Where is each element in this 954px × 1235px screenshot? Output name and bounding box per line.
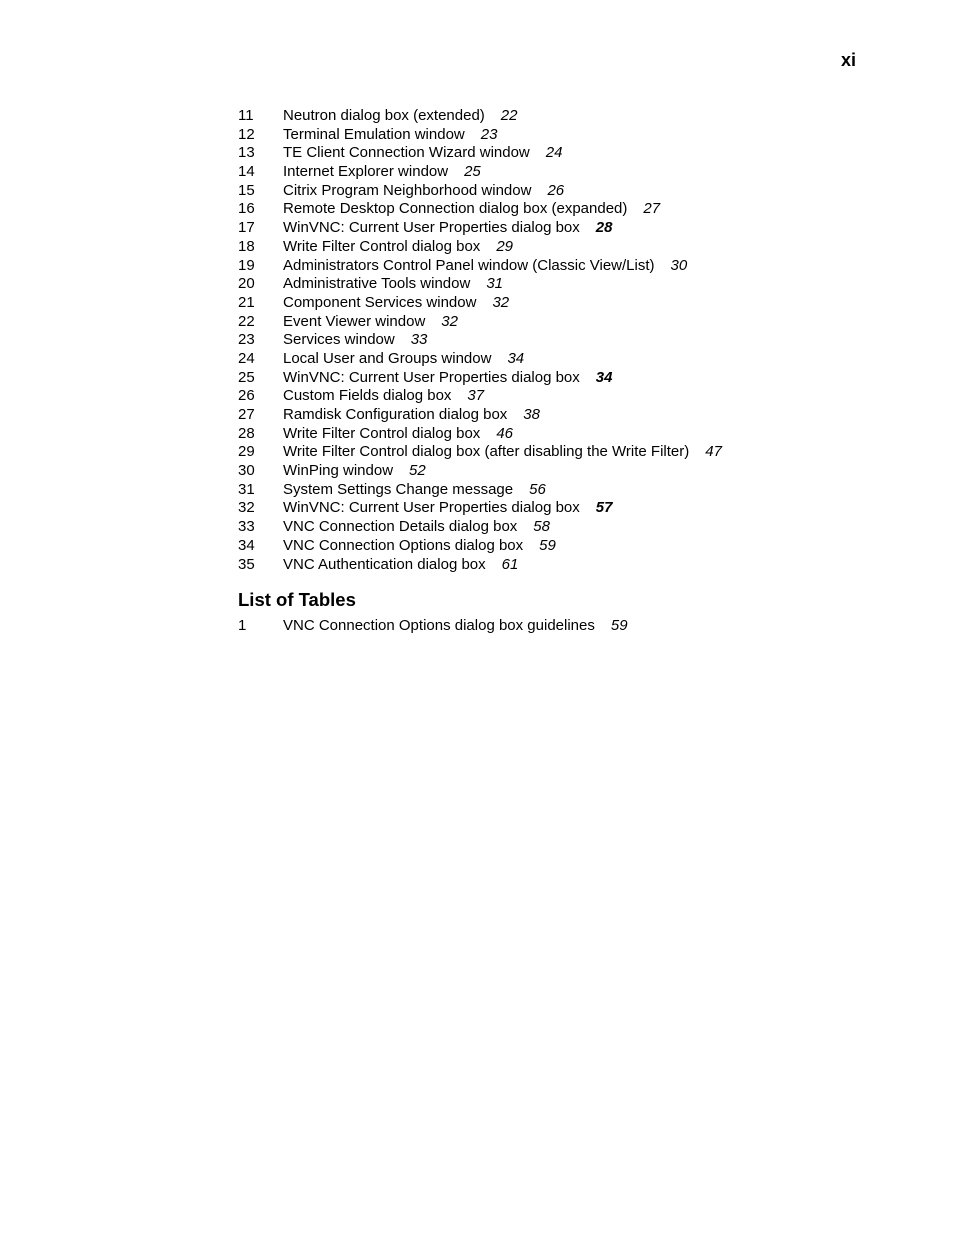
- entry-number: 24: [238, 349, 255, 367]
- entry-number: 25: [238, 368, 255, 386]
- entry-title: Custom Fields dialog box: [283, 387, 452, 405]
- entry-number: 33: [238, 518, 255, 536]
- toc-entry: [238, 126, 722, 145]
- entry-page-number: 37: [467, 387, 485, 405]
- toc-entry: [238, 387, 722, 406]
- entry-number: 32: [238, 499, 255, 517]
- entry-page-number: 25: [464, 163, 481, 181]
- entry-title: VNC Connection Options dialog box guidelines: [283, 617, 595, 634]
- entry-title: Neutron dialog box (extended): [283, 107, 485, 124]
- entry-title: Local User and Groups window: [283, 349, 492, 367]
- toc-entry: [238, 518, 722, 537]
- entry-number: 23: [238, 331, 255, 349]
- toc-entry: [238, 313, 722, 332]
- entry-page-number: 61: [501, 555, 519, 573]
- toc-entry: [238, 294, 722, 313]
- entry-number: 1: [238, 617, 247, 634]
- entry-number: 28: [238, 424, 255, 442]
- entry-title: Citrix Program Neighborhood window: [283, 181, 532, 199]
- entry-page-number: 22: [500, 107, 518, 124]
- entry-page-number: 38: [523, 406, 540, 423]
- entry-page-number: 33: [410, 331, 428, 349]
- entry-title: Remote Desktop Connection dialog box (expanded): [283, 200, 628, 218]
- list-of-tables-heading: List of Tables: [238, 589, 356, 610]
- entry-page-number: 47: [705, 443, 722, 461]
- toc-entry: [238, 219, 722, 238]
- toc-entry: [238, 406, 722, 425]
- entry-title: Services window: [283, 331, 395, 349]
- entry-number: 20: [238, 275, 255, 293]
- entry-title: Write Filter Control dialog box (after disabling the Write Filter): [283, 443, 690, 461]
- entry-page-number: 56: [529, 480, 546, 498]
- toc-entry: [238, 107, 722, 126]
- toc-entry: [238, 144, 722, 163]
- entry-number: 26: [238, 387, 255, 405]
- entry-number: 17: [238, 219, 255, 237]
- entry-title: TE Client Connection Wizard window: [283, 144, 530, 162]
- toc-entry: [238, 275, 722, 294]
- entry-title: Event Viewer window: [283, 312, 426, 330]
- entry-page-number: 34: [507, 349, 525, 367]
- entry-title: Administrators Control Panel window (Classic View/List): [283, 256, 655, 274]
- entry-title: Write Filter Control dialog box: [283, 237, 481, 255]
- entry-title: System Settings Change message: [283, 480, 514, 498]
- toc-entry: [238, 537, 722, 556]
- entry-number: 14: [238, 163, 255, 181]
- entry-page-number: 46: [496, 424, 513, 442]
- entry-title: Internet Explorer window: [283, 163, 449, 181]
- entry-number: 19: [238, 256, 255, 274]
- entry-number: 34: [238, 536, 255, 554]
- entry-title: VNC Authentication dialog box: [283, 555, 486, 573]
- toc-entry: [238, 556, 722, 575]
- entry-number: 15: [238, 181, 255, 199]
- entry-number: 16: [238, 200, 255, 218]
- page-number: xi: [840, 50, 856, 70]
- entry-page-number: 32: [441, 312, 458, 330]
- entry-title: Ramdisk Configuration dialog box: [283, 406, 508, 423]
- toc-entry: [238, 350, 722, 369]
- entry-page-number: 52: [409, 462, 426, 480]
- toc-entry: [238, 331, 722, 350]
- toc-entry: [238, 182, 722, 201]
- entry-page-number: 31: [486, 275, 503, 293]
- entry-page-number: 23: [480, 125, 498, 143]
- entry-number: 11: [238, 107, 254, 124]
- entry-page-number: 57: [595, 499, 613, 517]
- toc-entry: [238, 238, 722, 257]
- entry-number: 35: [238, 555, 255, 573]
- toc-entry: [238, 499, 722, 518]
- toc-entry: [238, 369, 722, 388]
- toc-entry: [238, 617, 628, 636]
- entry-page-number: 24: [545, 144, 563, 162]
- entry-title: Write Filter Control dialog box: [283, 424, 481, 442]
- entry-page-number: 58: [533, 518, 550, 536]
- entry-page-number: 27: [643, 200, 661, 218]
- entry-page-number: 29: [496, 237, 513, 255]
- toc-entry: [238, 163, 722, 182]
- toc-entry: [238, 462, 722, 481]
- entry-number: 12: [238, 125, 255, 143]
- entry-title: Administrative Tools window: [283, 275, 471, 293]
- entry-title: VNC Connection Options dialog box: [283, 536, 524, 554]
- entry-title: WinVNC: Current User Properties dialog box: [283, 219, 580, 237]
- entry-page-number: 30: [670, 256, 688, 274]
- toc-entry: [238, 425, 722, 444]
- entry-title: Terminal Emulation window: [283, 125, 465, 143]
- toc-entry: [238, 200, 722, 219]
- entry-page-number: 59: [539, 536, 556, 554]
- list-of-tables: [238, 617, 628, 636]
- entry-number: 27: [238, 406, 255, 423]
- entry-number: 22: [238, 312, 255, 330]
- entry-number: 21: [238, 293, 255, 311]
- entry-page-number: 59: [610, 617, 628, 634]
- entry-page-number: 28: [595, 219, 613, 237]
- entry-title: VNC Connection Details dialog box: [283, 518, 518, 536]
- entry-title: WinVNC: Current User Properties dialog box: [283, 499, 580, 517]
- entry-number: 30: [238, 462, 255, 480]
- toc-entry: [238, 257, 722, 276]
- entry-number: 29: [238, 443, 255, 461]
- entry-title: WinPing window: [283, 462, 394, 480]
- entry-number: 13: [238, 144, 255, 162]
- list-of-figures: [238, 107, 722, 574]
- entry-title: WinVNC: Current User Properties dialog box: [283, 368, 580, 386]
- entry-page-number: 34: [595, 368, 613, 386]
- toc-entry: [238, 481, 722, 500]
- entry-page-number: 32: [492, 293, 510, 311]
- entry-title: Component Services window: [283, 293, 477, 311]
- entry-number: 31: [238, 480, 255, 498]
- entry-page-number: 26: [547, 181, 565, 199]
- toc-entry: [238, 443, 722, 462]
- entry-number: 18: [238, 237, 255, 255]
